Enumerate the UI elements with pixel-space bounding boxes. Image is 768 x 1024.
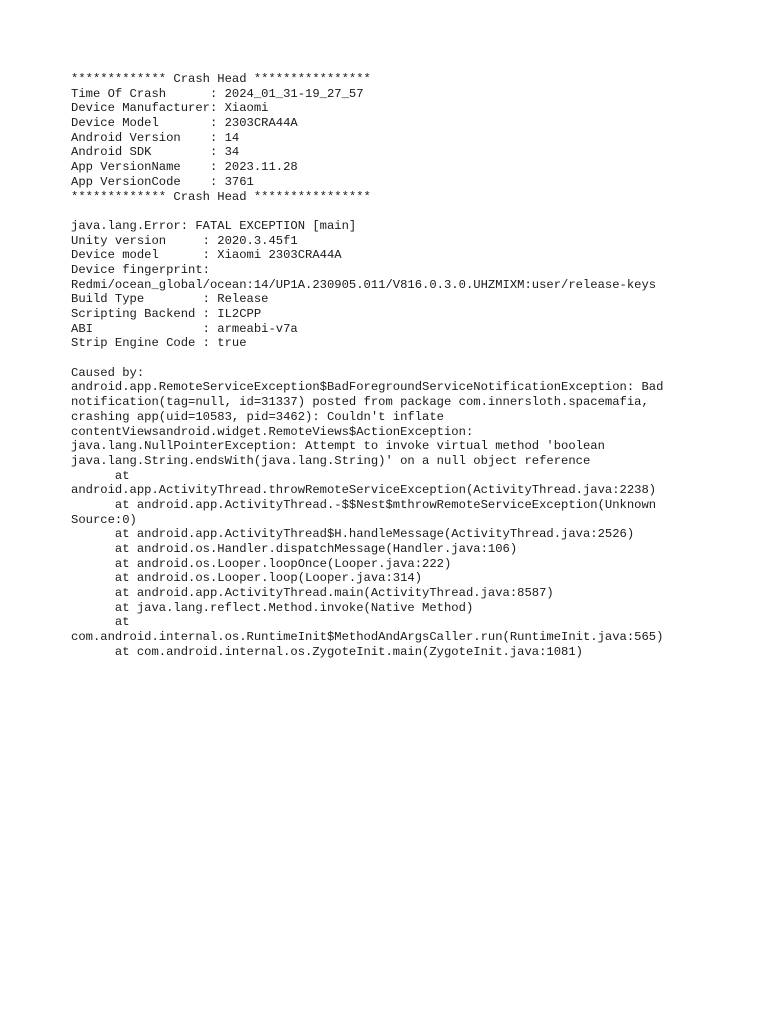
crash-field-app-version-code: App VersionCode : 3761	[71, 174, 254, 189]
crash-head-banner-top: ************* Crash Head ****************	[71, 72, 371, 86]
stack-trace-line: contentViewsandroid.widget.RemoteViews$ActionException:	[71, 424, 474, 439]
crash-field-app-version-name: App VersionName : 2023.11.28	[71, 160, 298, 175]
spacer	[71, 204, 751, 219]
exception-line: Unity version : 2020.3.45f1	[71, 233, 298, 248]
stack-trace-line: at	[71, 468, 130, 483]
exception-line: Scripting Backend : IL2CPP	[71, 307, 262, 321]
spacer	[71, 351, 751, 366]
exception-header: java.lang.Error: FATAL EXCEPTION [main]	[71, 218, 357, 233]
stack-trace-line: Source:0)	[71, 512, 137, 527]
stack-trace-line: at android.os.Handler.dispatchMessage(Handler.java:106)	[71, 542, 518, 556]
stack-trace-line: at android.app.ActivityThread$H.handleMessage(ActivityThread.java:2526)	[71, 527, 635, 542]
stack-trace-line: java.lang.String.endsWith(java.lang.String)' on a null object reference	[71, 453, 591, 468]
stack-trace-line: at com.android.internal.os.ZygoteInit.main(ZygoteInit.java:1081)	[71, 644, 583, 659]
stack-trace-line: at android.app.ActivityThread.-$$Nest$mthrowRemoteServiceException(Unknown	[71, 497, 657, 512]
crash-log-document	[71, 72, 751, 660]
stack-trace-line: at android.os.Looper.loop(Looper.java:314)	[71, 571, 423, 586]
crash-field-android-sdk: Android SDK : 34	[71, 145, 240, 160]
stack-trace-line: android.app.ActivityThread.throwRemoteServiceException(ActivityThread.java:2238)	[71, 483, 657, 498]
exception-line: Redmi/ocean_global/ocean:14/UP1A.230905.011/V816.0.3.0.UHZMIXM:user/release-keys	[71, 277, 657, 292]
crash-field-time: Time Of Crash : 2024_01_31-19_27_57	[71, 86, 364, 101]
exception-line: Build Type : Release	[71, 292, 269, 307]
exception-line: Device fingerprint:	[71, 262, 210, 277]
stack-trace-line: at android.os.Looper.loopOnce(Looper.java:222)	[71, 556, 452, 571]
exception-line: Device model : Xiaomi 2303CRA44A	[71, 248, 342, 263]
stack-trace-line: notification(tag=null, id=31337) posted from package com.innersloth.spacemafia,	[71, 395, 649, 410]
stack-trace-line: at java.lang.reflect.Method.invoke(Native Method)	[71, 600, 474, 615]
crash-field-android-version: Android Version : 14	[71, 130, 240, 145]
stack-trace-line: com.android.internal.os.RuntimeInit$MethodAndArgsCaller.run(RuntimeInit.java:565)	[71, 630, 664, 645]
stack-trace-line: at android.app.ActivityThread.main(ActivityThread.java:8587)	[71, 586, 554, 601]
stack-trace-line: android.app.RemoteServiceException$BadForegroundServiceNotificationException: Bad	[71, 380, 664, 395]
caused-by-label: Caused by:	[71, 365, 145, 380]
exception-line: Strip Engine Code : true	[71, 336, 247, 351]
stack-trace-line: java.lang.NullPointerException: Attempt to invoke virtual method 'boolean	[71, 439, 605, 454]
stack-trace-line: crashing app(uid=10583, pid=3462): Couldn't inflate	[71, 409, 444, 424]
exception-line: ABI : armeabi-v7a	[71, 321, 298, 336]
crash-head-banner-bottom: ************* Crash Head ****************	[71, 189, 371, 204]
stack-trace-line: at	[71, 615, 130, 630]
crash-field-manufacturer: Device Manufacturer: Xiaomi	[71, 101, 269, 116]
crash-field-model: Device Model : 2303CRA44A	[71, 116, 298, 131]
